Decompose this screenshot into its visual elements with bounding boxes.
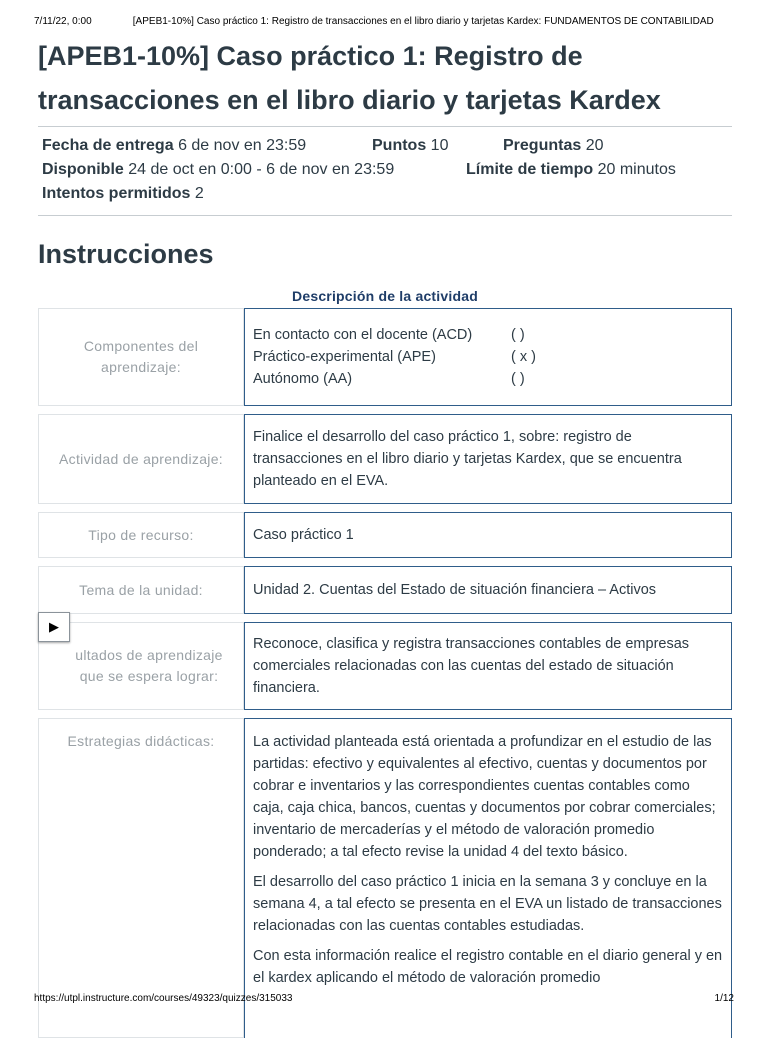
row-label: Estrategias didácticas: [38,718,244,1038]
row-paragraph: Finalice el desarrollo del caso práctico 1, sobre: registro de transacciones en el libro diario y tarjetas Kardex, que se encuentra planteado en el EVA. [253,429,682,489]
divider [38,215,732,216]
print-date: 7/11/22, 0:00 [34,16,92,27]
component-name: Práctico-experimental (APE) [253,349,436,365]
play-icon: ▶ [49,619,59,634]
row-value [244,512,732,558]
table-row [38,718,732,1038]
questions-value: 20 [585,137,604,154]
table-row [38,308,732,406]
component-name: En contacto con el docente (ACD) [253,327,473,343]
row-paragraph: El desarrollo del caso práctico 1 inicia en la semana 3 y concluye en la semana 4, a tal efecto se presenta en el EVA un listado de transacciones relacionadas con las cuentas contables estudiadas. [253,874,722,934]
row-paragraph: La actividad planteada está orientada a profundizar en el estudio de las partidas: efectivo y equivalentes al efectivo, cuentas y documentos por cobrar e inventarios y las correspondientes cuentas contables como caja, caja chica, bancos, cuentas y documentos por cobrar comerciales; inventario de mercaderías y el método de valoración promedio ponderado; a tal efecto revise la unidad 4 del texto básico. [253,734,716,860]
questions-label: Preguntas [503,137,582,154]
component-line [253,346,723,368]
points [372,134,503,158]
available-value: 24 de oct en 0:00 - 6 de nov en 23:59 [128,161,395,178]
points-value: 10 [430,137,449,154]
row-value [244,414,732,504]
row-paragraph: Unidad 2. Cuentas del Estado de situación financiera – Activos [253,582,657,598]
row-paragraph: Con esta información realice el registro contable en el diario general y en el kardex aplicando el método de valoración promedio [253,948,723,986]
print-header [34,16,734,27]
row-paragraph: Reconoce, clasifica y registra transacciones contables de empresas comerciales relacionadas con las cuentas del estado de situación financiera. [253,636,690,696]
availability [42,158,466,182]
row-paragraph: Caso práctico 1 [253,527,354,543]
row-label: ultados de aprendizaje que se espera lograr: [38,622,244,710]
play-button[interactable] [38,612,70,642]
table-row [38,622,732,710]
quiz-title: [APEB1-10%] Caso práctico 1: Registro de transacciones en el libro diario y tarjetas Kardex [38,41,661,115]
points-label: Puntos [372,137,427,154]
instructions-heading: Instrucciones [38,239,214,269]
row-value [244,622,732,710]
available-label: Disponible [42,161,124,178]
activity-caption: Descripción de la actividad [292,288,478,304]
component-line [253,368,723,390]
attempts-label: Intentos permitidos [42,185,191,202]
row-value [244,718,732,1038]
quiz-details [38,127,732,215]
component-mark: ( ) [511,371,525,387]
row-label: Tema de la unidad: [38,566,244,614]
row-value [244,308,732,406]
component-line [253,324,723,346]
table-row [38,512,732,558]
questions [503,134,604,158]
row-label: Tipo de recurso: [38,512,244,558]
quiz-content [38,34,732,1046]
attempts [42,182,204,206]
component-mark: ( ) [511,327,525,343]
time-limit-label: Límite de tiempo [466,161,594,178]
due-value: 6 de nov en 23:59 [178,137,307,154]
time-limit [466,158,676,182]
quiz-details-row-1 [42,134,732,158]
activity-table [38,300,732,1046]
quiz-details-row-3 [42,182,732,206]
component-mark: ( x ) [511,349,536,365]
component-name: Autónomo (AA) [253,371,353,387]
row-label: Actividad de aprendizaje: [38,414,244,504]
due-date [42,134,372,158]
time-limit-value: 20 minutos [597,161,676,178]
attempts-value: 2 [194,185,204,202]
print-url: https://utpl.instructure.com/courses/49323/quizzes/315033 [34,993,293,1004]
row-label: Componentes del aprendizaje: [38,308,244,406]
row-value [244,566,732,614]
print-page-number: 1/12 [714,993,734,1004]
table-row [38,566,732,614]
quiz-details-row-2 [42,158,732,182]
print-page-title: [APEB1-10%] Caso práctico 1: Registro de transacciones en el libro diario y tarjetas Kardex: FUNDAMENTOS DE CONTABILIDAD [132,16,714,27]
table-row [38,414,732,504]
print-footer [34,993,734,1004]
due-label: Fecha de entrega [42,137,174,154]
